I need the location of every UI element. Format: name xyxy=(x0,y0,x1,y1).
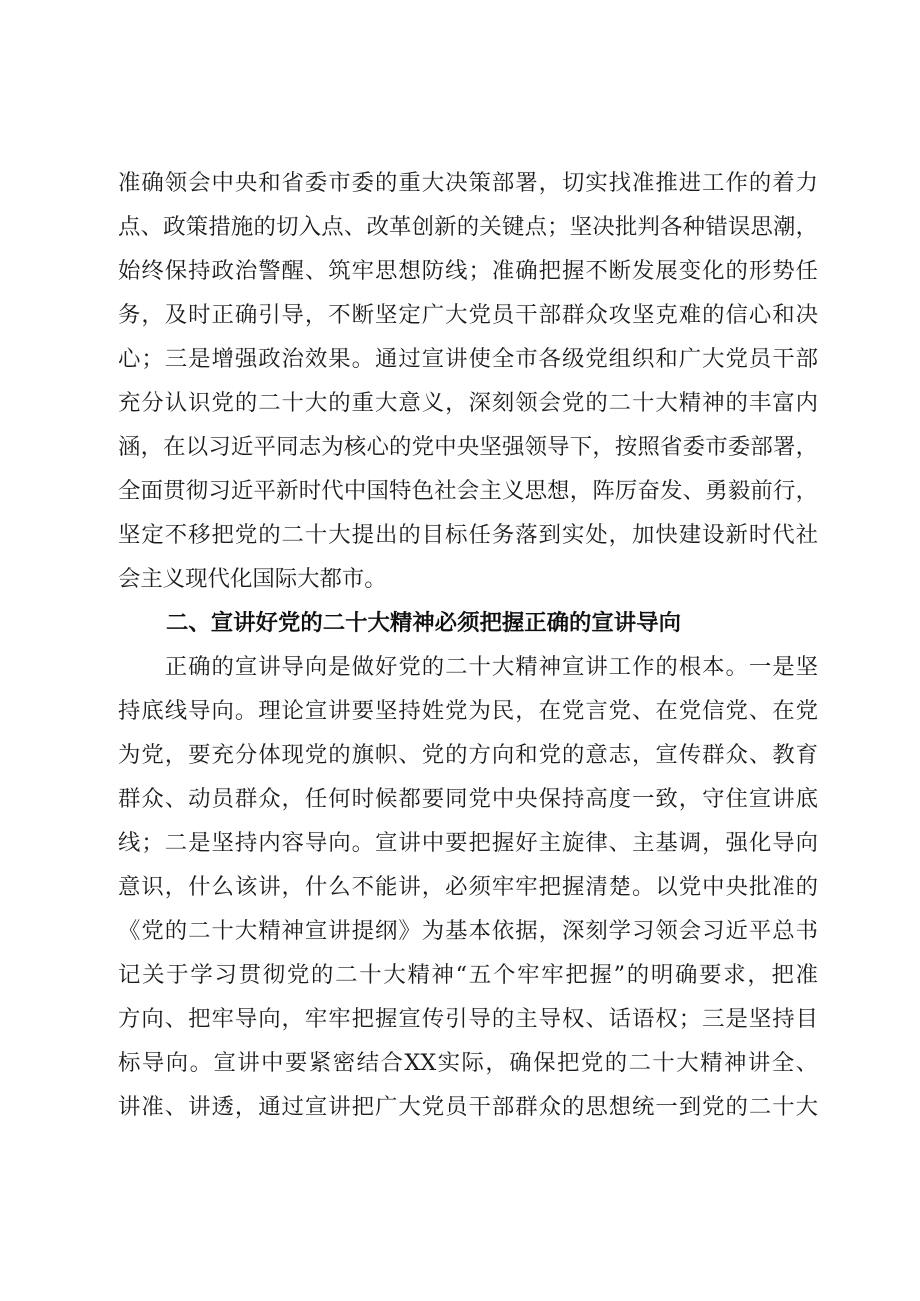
paragraph-1-line-7: 涵，在以习近平同志为核心的党中央坚强领导下，按照省委市委部署， xyxy=(118,434,818,460)
paragraph-2-line-2: 持底线导向。理论宣讲要坚持姓党为民，在党言党、在党信党、在党 xyxy=(118,698,818,724)
paragraph-2-line-5: 线；二是坚持内容导向。宣讲中要把握好主旋律、主基调，强化导向 xyxy=(118,830,818,856)
paragraph-1-line-2: 点、政策措施的切入点、改革创新的关键点；坚决批判各种错误思潮， xyxy=(118,214,818,240)
paragraph-2-line-8: 记关于学习贯彻党的二十大精神“五个牢牢把握”的明确要求，把准 xyxy=(118,962,818,988)
paragraph-2-line-6: 意识，什么该讲，什么不能讲，必须牢牢把握清楚。以党中央批准的 xyxy=(118,874,818,900)
paragraph-1-line-3: 始终保持政治警醒、筑牢思想防线；准确把握不断发展变化的形势任 xyxy=(118,258,818,284)
paragraph-1-line-5: 心；三是增强政治效果。通过宣讲使全市各级党组织和广大党员干部 xyxy=(118,346,818,372)
paragraph-1-line-1: 准确领会中央和省委市委的重大决策部署，切实找准推进工作的着力 xyxy=(118,170,818,196)
paragraph-2-line-1: 正确的宣讲导向是做好党的二十大精神宣讲工作的根本。一是坚 xyxy=(118,654,818,680)
paragraph-1-line-10: 会主义现代化国际大都市。 xyxy=(118,566,387,592)
paragraph-2-line-3: 为党，要充分体现党的旗帜、党的方向和党的意志，宣传群众、教育 xyxy=(118,742,818,768)
paragraph-1-line-4: 务，及时正确引导，不断坚定广大党员干部群众攻坚克难的信心和决 xyxy=(118,302,818,328)
paragraph-2-line-9: 方向、把牢导向，牢牢把握宣传引导的主导权、话语权；三是坚持目 xyxy=(118,1006,818,1032)
paragraph-2-line-11: 讲准、讲透，通过宣讲把广大党员干部群众的思想统一到党的二十大 xyxy=(118,1094,818,1120)
section-heading: 二、宣讲好党的二十大精神必须把握正确的宣讲导向 xyxy=(166,610,681,636)
paragraph-2-line-10: 标导向。宣讲中要紧密结合XX实际，确保把党的二十大精神讲全、 xyxy=(118,1050,818,1076)
paragraph-2-line-4: 群众、动员群众，任何时候都要同党中央保持高度一致，守住宣讲底 xyxy=(118,786,818,812)
paragraph-1-line-6: 充分认识党的二十大的重大意义，深刻领会党的二十大精神的丰富内 xyxy=(118,390,818,416)
paragraph-1-line-9: 坚定不移把党的二十大提出的目标任务落到实处，加快建设新时代社 xyxy=(118,522,818,548)
paragraph-1-line-8: 全面贯彻习近平新时代中国特色社会主义思想，阵厉奋发、勇毅前行， xyxy=(118,478,818,504)
paragraph-2-line-7: 《党的二十大精神宣讲提纲》为基本依据，深刻学习领会习近平总书 xyxy=(118,918,818,944)
